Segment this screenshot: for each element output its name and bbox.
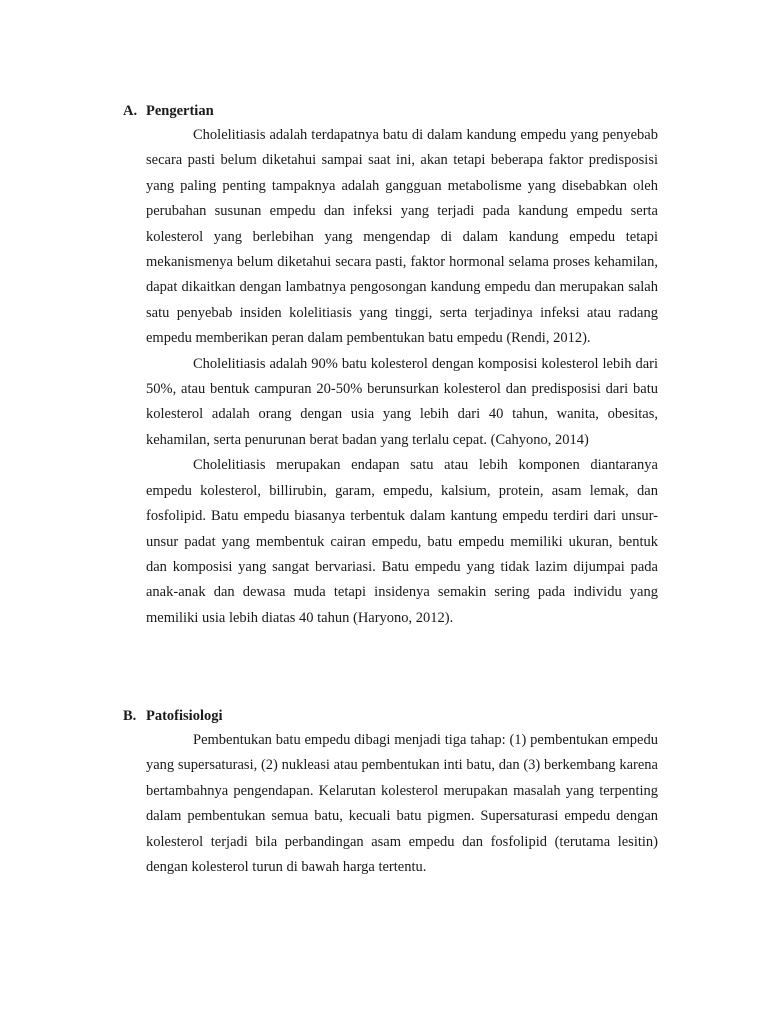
paragraph: Cholelitiasis adalah 90% batu kolesterol dengan komposisi kolesterol lebih dari 50%, atau bentuk campuran 20-50% berunsurkan kolesterol dan predisposisi dari batu kolesterol adalah orang dengan usia yang lebih dari 40 tahun, wanita, obesitas, kehamilan, serta penurunan berat badan yang terlalu cepat. (Cahyono, 2014) [146, 355, 658, 448]
section-title: Patofisiologi [146, 708, 223, 724]
paragraph: Cholelitiasis adalah terdapatnya batu di dalam kandung empedu yang penyebab secara pasti belum diketahui sampai saat ini, akan tetapi beberapa faktor predisposisi yang paling penting tampaknya adalah gangguan metabolisme yang disebabkan oleh perubahan susunan empedu dan infeksi yang terjadi pada kandung empedu serta kolesterol yang berlebihan yang mengendap di dalam kandung empedu tetapi mekanismenya belum diketahui secara pasti, faktor hormonal selama proses kehamilan, dapat dikaitkan dengan lambatnya pengosongan kandung empedu dan merupakan salah satu penyebab insiden kolelitiasis yang tinggi, serta terjadinya infeksi atau radang empedu memberikan peran dalam pembentukan batu empedu (Rendi, 2012). [146, 127, 658, 347]
section-body-patofisiologi [146, 728, 658, 880]
paragraph: Pembentukan batu empedu dibagi menjadi tiga tahap: (1) pembentukan empedu yang supersaturasi, (2) nukleasi atau pembentukan inti batu, dan (3) berkembang karena bertambahnya pengendapan. Kelarutan kolesterol merupakan masalah yang terpenting dalam pembentukan semua batu, kecuali batu pigmen. Supersaturasi empedu dengan kolesterol terjadi bila perbandingan asam empedu dan fosfolipid (terutama lesitin) dengan kolesterol turun di bawah harga tertentu. [146, 732, 658, 876]
section-letter: B. [123, 708, 137, 724]
section-letter: A. [123, 103, 138, 119]
paragraph: Cholelitiasis merupakan endapan satu atau lebih komponen diantaranya empedu kolesterol, billirubin, garam, empedu, kalsium, protein, asam lemak, dan fosfolipid. Batu empedu biasanya terbentuk dalam kantung empedu terdiri dari unsur- unsur padat yang membentuk cairan empedu, batu empedu memiliki ukuran, bentuk dan komposisi yang sangat bervariasi. Batu empedu yang tidak lazim dijumpai pada anak-anak dan dewasa muda tetapi insidenya semakin sering pada individu yang memiliki usia lebih diatas 40 tahun (Haryono, 2012). [146, 457, 658, 626]
section-heading-pengertian [123, 102, 214, 120]
section-title: Pengertian [146, 103, 214, 119]
section-body-pengertian [146, 123, 658, 631]
section-heading-patofisiologi [123, 707, 223, 725]
